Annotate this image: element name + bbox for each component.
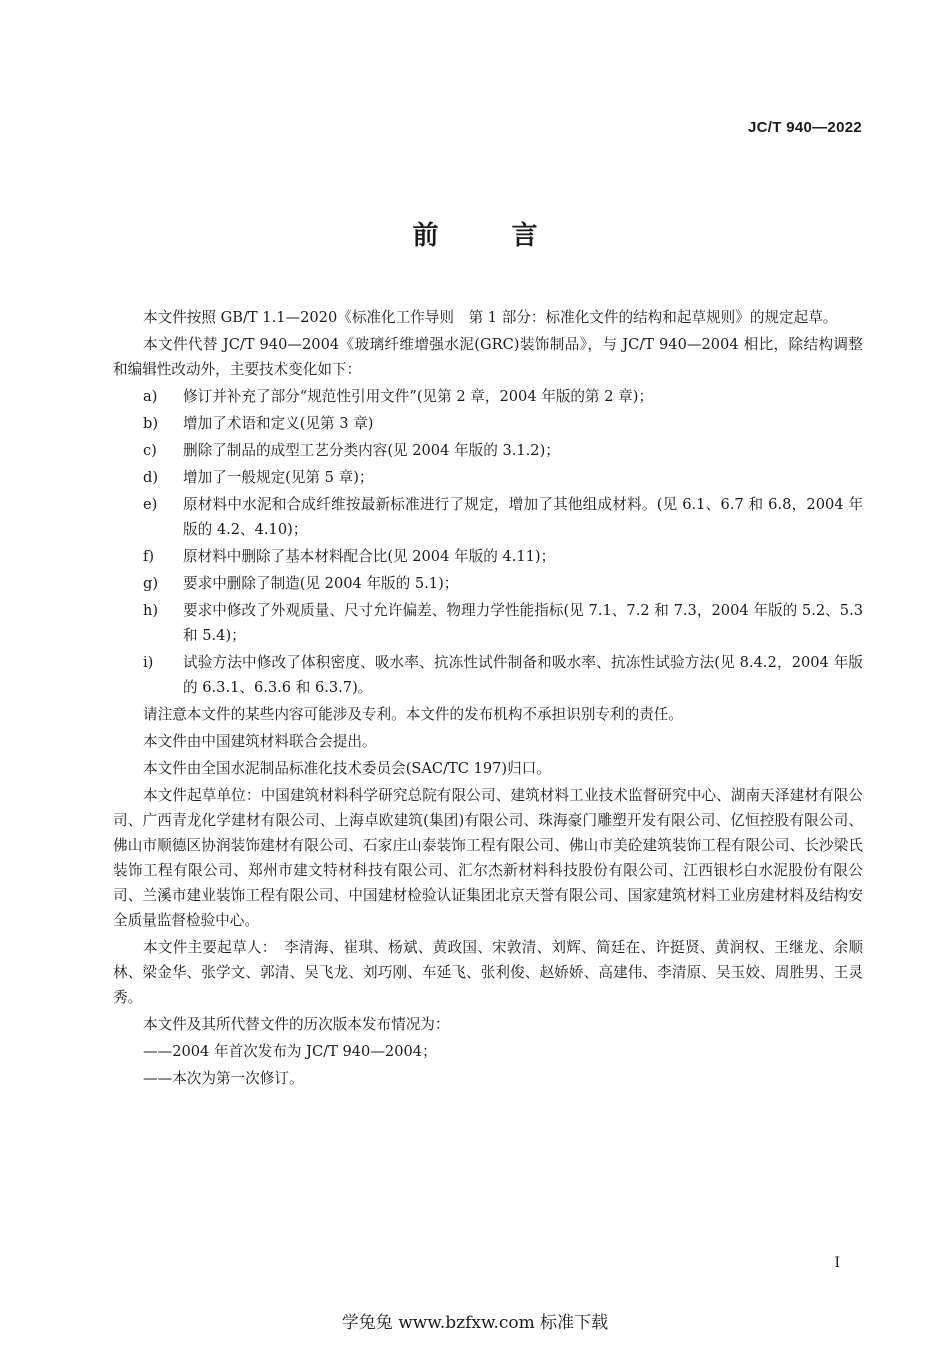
list-item [113, 384, 863, 409]
list-item-label: h) [143, 602, 159, 619]
list-item-label: b) [143, 415, 159, 432]
list-item [113, 411, 863, 436]
list-item-text: 修订并补充了部分“规范性引用文件”(见第 2 章，2004 年版的第 2 章)； [183, 388, 654, 405]
list-item-label: e) [143, 496, 158, 513]
paragraph-drafters: 本文件主要起草人： 李清海、崔琪、杨斌、黄政国、宋敦清、刘辉、简廷在、许挺贤、黄润权、王继龙、余顺林、梁金华、张学文、郭清、吴飞龙、刘巧刚、车延飞、张利俊、赵娇娇、高建伟、李清原、吴玉姣、周胜男、王灵秀。 [113, 939, 863, 1006]
history-item: ——本次为第一次修订。 [143, 1070, 304, 1087]
changes-list [113, 384, 863, 700]
list-item [113, 571, 863, 596]
list-item-label: c) [143, 442, 157, 459]
paragraph-proposer: 本文件由中国建筑材料联合会提出。 [143, 733, 377, 750]
list-item [113, 438, 863, 463]
list-item-text: 要求中删除了制造(见 2004 年版的 5.1)； [183, 575, 459, 592]
list-item-label: d) [143, 469, 159, 486]
list-item-text: 增加了一般规定(见第 5 章)； [183, 469, 374, 486]
list-item-label: a) [143, 388, 158, 405]
list-item-text: 删除了制品的成型工艺分类内容(见 2004 年版的 3.1.2)； [183, 442, 560, 459]
list-item-label: g) [143, 575, 159, 592]
page-number: I [834, 1255, 840, 1271]
document-body [113, 305, 863, 1093]
paragraph-history-intro: 本文件及其所代替文件的历次版本发布情况为： [143, 1016, 450, 1033]
list-item-text: 增加了术语和定义(见第 3 章) [183, 415, 374, 432]
history-item: ——2004 年首次发布为 JC/T 940—2004； [143, 1043, 437, 1060]
list-item [113, 598, 863, 648]
list-item-text: 要求中修改了外观质量、尺寸允许偏差、物理力学性能指标(见 7.1、7.2 和 7.3，2004 年版的 5.2、5.3 和 5.4)； [183, 602, 863, 644]
list-item-label: f) [143, 548, 155, 565]
paragraph-drafting-units: 本文件起草单位：中国建筑材料科学研究总院有限公司、建筑材料工业技术监督研究中心、湖南天泽建材有限公司、广西青龙化学建材有限公司、上海卓欧建筑(集团)有限公司、珠海豪门雕塑开发有限公司、亿恒控股有限公司、佛山市顺德区协润装饰建材有限公司、石家庄山泰装饰工程有限公司、佛山市美砼建筑装饰工程有限公司、长沙梁氏装饰工程有限公司、郑州市建文特材科技有限公司、汇尔杰新材料科技股份有限公司、江西银杉白水泥股份有限公司、兰溪市建业装饰工程有限公司、中国建材检验认证集团北京天誉有限公司、国家建筑材料工业房建材料及结构安全质量监督检验中心。 [113, 787, 863, 929]
paragraph-replacement: 本文件代替 JC/T 940—2004《玻璃纤维增强水泥(GRC)装饰制品》，与 JC/T 940—2004 相比，除结构调整和编辑性改动外，主要技术变化如下： [113, 336, 863, 378]
list-item-text: 原材料中水泥和合成纤维按最新标准进行了规定，增加了其他组成材料。(见 6.1、6.7 和 6.8，2004 年版的 4.2、4.10)； [183, 496, 863, 538]
list-item [113, 544, 863, 569]
footer-watermark: 学兔兔 www.bzfxw.com 标准下载 [341, 1313, 609, 1333]
paragraph-drafting-rules: 本文件按照 GB/T 1.1—2020《标准化工作导则 第 1 部分：标准化文件的结构和起草规则》的规定起草。 [143, 309, 838, 326]
list-item [113, 650, 863, 700]
list-item [113, 492, 863, 542]
list-item-text: 原材料中删除了基本材料配合比(见 2004 年版的 4.11)； [183, 548, 556, 565]
list-item [113, 465, 863, 490]
list-item-text: 试验方法中修改了体积密度、吸水率、抗冻性试件制备和吸水率、抗冻性试验方法(见 8.4.2，2004 年版的 6.3.1、6.3.6 和 6.3.7)。 [183, 654, 863, 696]
standard-code: JC/T 940—2022 [748, 119, 862, 136]
paragraph-patent-notice: 请注意本文件的某些内容可能涉及专利。本文件的发布机构不承担识别专利的责任。 [143, 706, 683, 723]
paragraph-committee: 本文件由全国水泥制品标准化技术委员会(SAC/TC 197)归口。 [143, 760, 551, 777]
page-title: 前 言 [412, 221, 570, 251]
list-item-label: i) [143, 654, 154, 671]
